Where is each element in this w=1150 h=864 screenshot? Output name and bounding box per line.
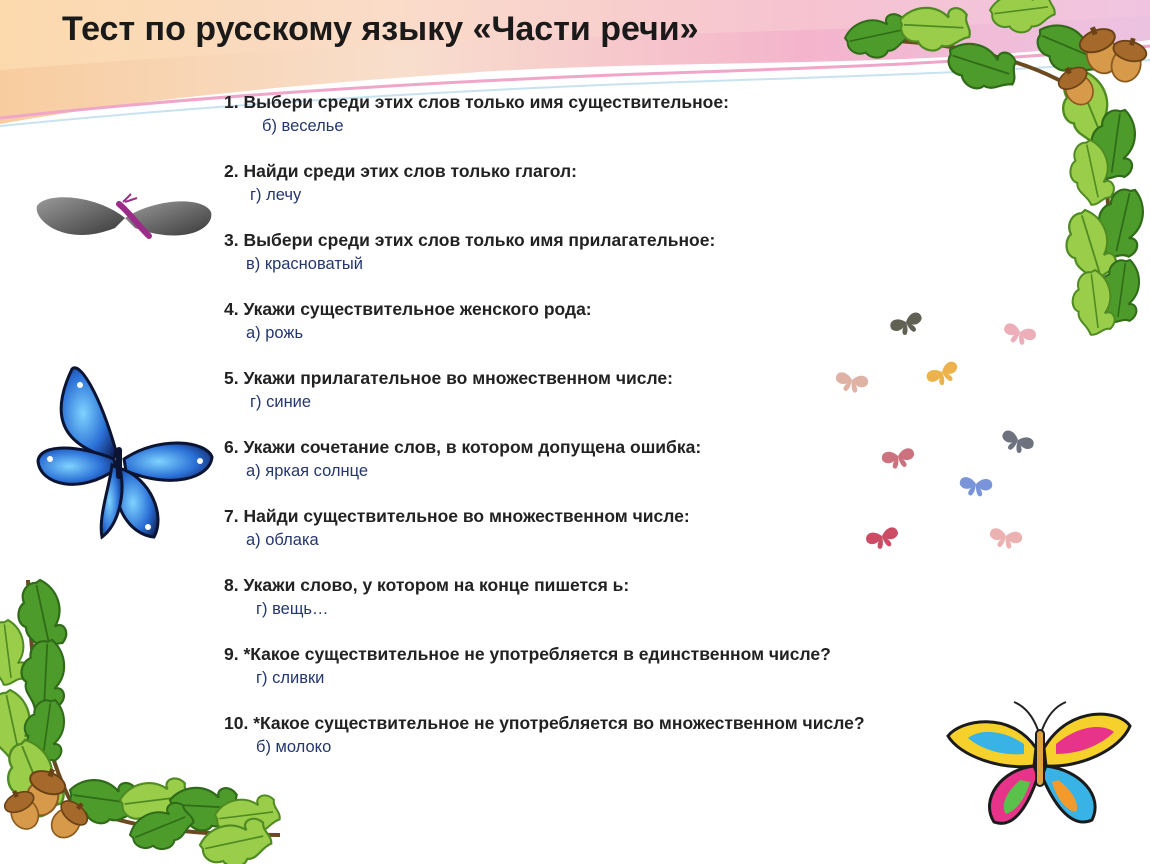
colorful-butterfly [948,702,1130,823]
question-item-7 [224,504,944,573]
question-text: 6. Укажи сочетание слов, в котором допущена ошибка: [224,437,702,457]
question-text: 7. Найди существительное во множественном числе: [224,506,690,526]
answer-text: г) сливки [256,669,325,687]
gray-butterfly [37,194,212,236]
question-text: 3. Выбери среди этих слов только имя прилагательное: [224,230,716,250]
answer-text: г) лечу [250,186,302,204]
question-item-6 [224,435,944,504]
question-item-9 [224,642,944,711]
question-list [224,90,944,780]
answer-text: а) рожь [246,324,304,342]
question-text: 5. Укажи прилагательное во множественном числе: [224,368,673,388]
question-text: 8. Укажи слово, у котором на конце пишется ь: [224,575,630,595]
blue-butterfly [38,368,212,537]
answer-text: а) облака [246,531,319,549]
answer-text: б) молоко [256,738,332,756]
question-item-5 [224,366,944,435]
question-text: 4. Укажи существительное женского рода: [224,299,592,319]
question-item-3 [224,228,944,297]
answer-text: в) красноватый [246,255,363,273]
question-item-8 [224,573,944,642]
question-text: 1. Выбери среди этих слов только имя существительное: [224,92,729,112]
question-text: 2. Найди среди этих слов только глагол: [224,161,577,181]
question-item-2 [224,159,944,228]
slide-title: Тест по русскому языку «Части речи» [62,10,699,48]
question-item-10 [224,711,944,780]
answer-text: а) яркая солнце [246,462,369,480]
question-item-4 [224,297,944,366]
question-text: 10. *Какое существительное не употребляется во множественном числе? [224,713,865,733]
question-item-1 [224,90,944,159]
question-text: 9. *Какое существительное не употребляется в единственном числе? [224,644,831,664]
answer-text: б) веселье [262,117,344,135]
answer-text: г) вещь… [256,600,329,618]
answer-text: г) синие [250,393,312,411]
